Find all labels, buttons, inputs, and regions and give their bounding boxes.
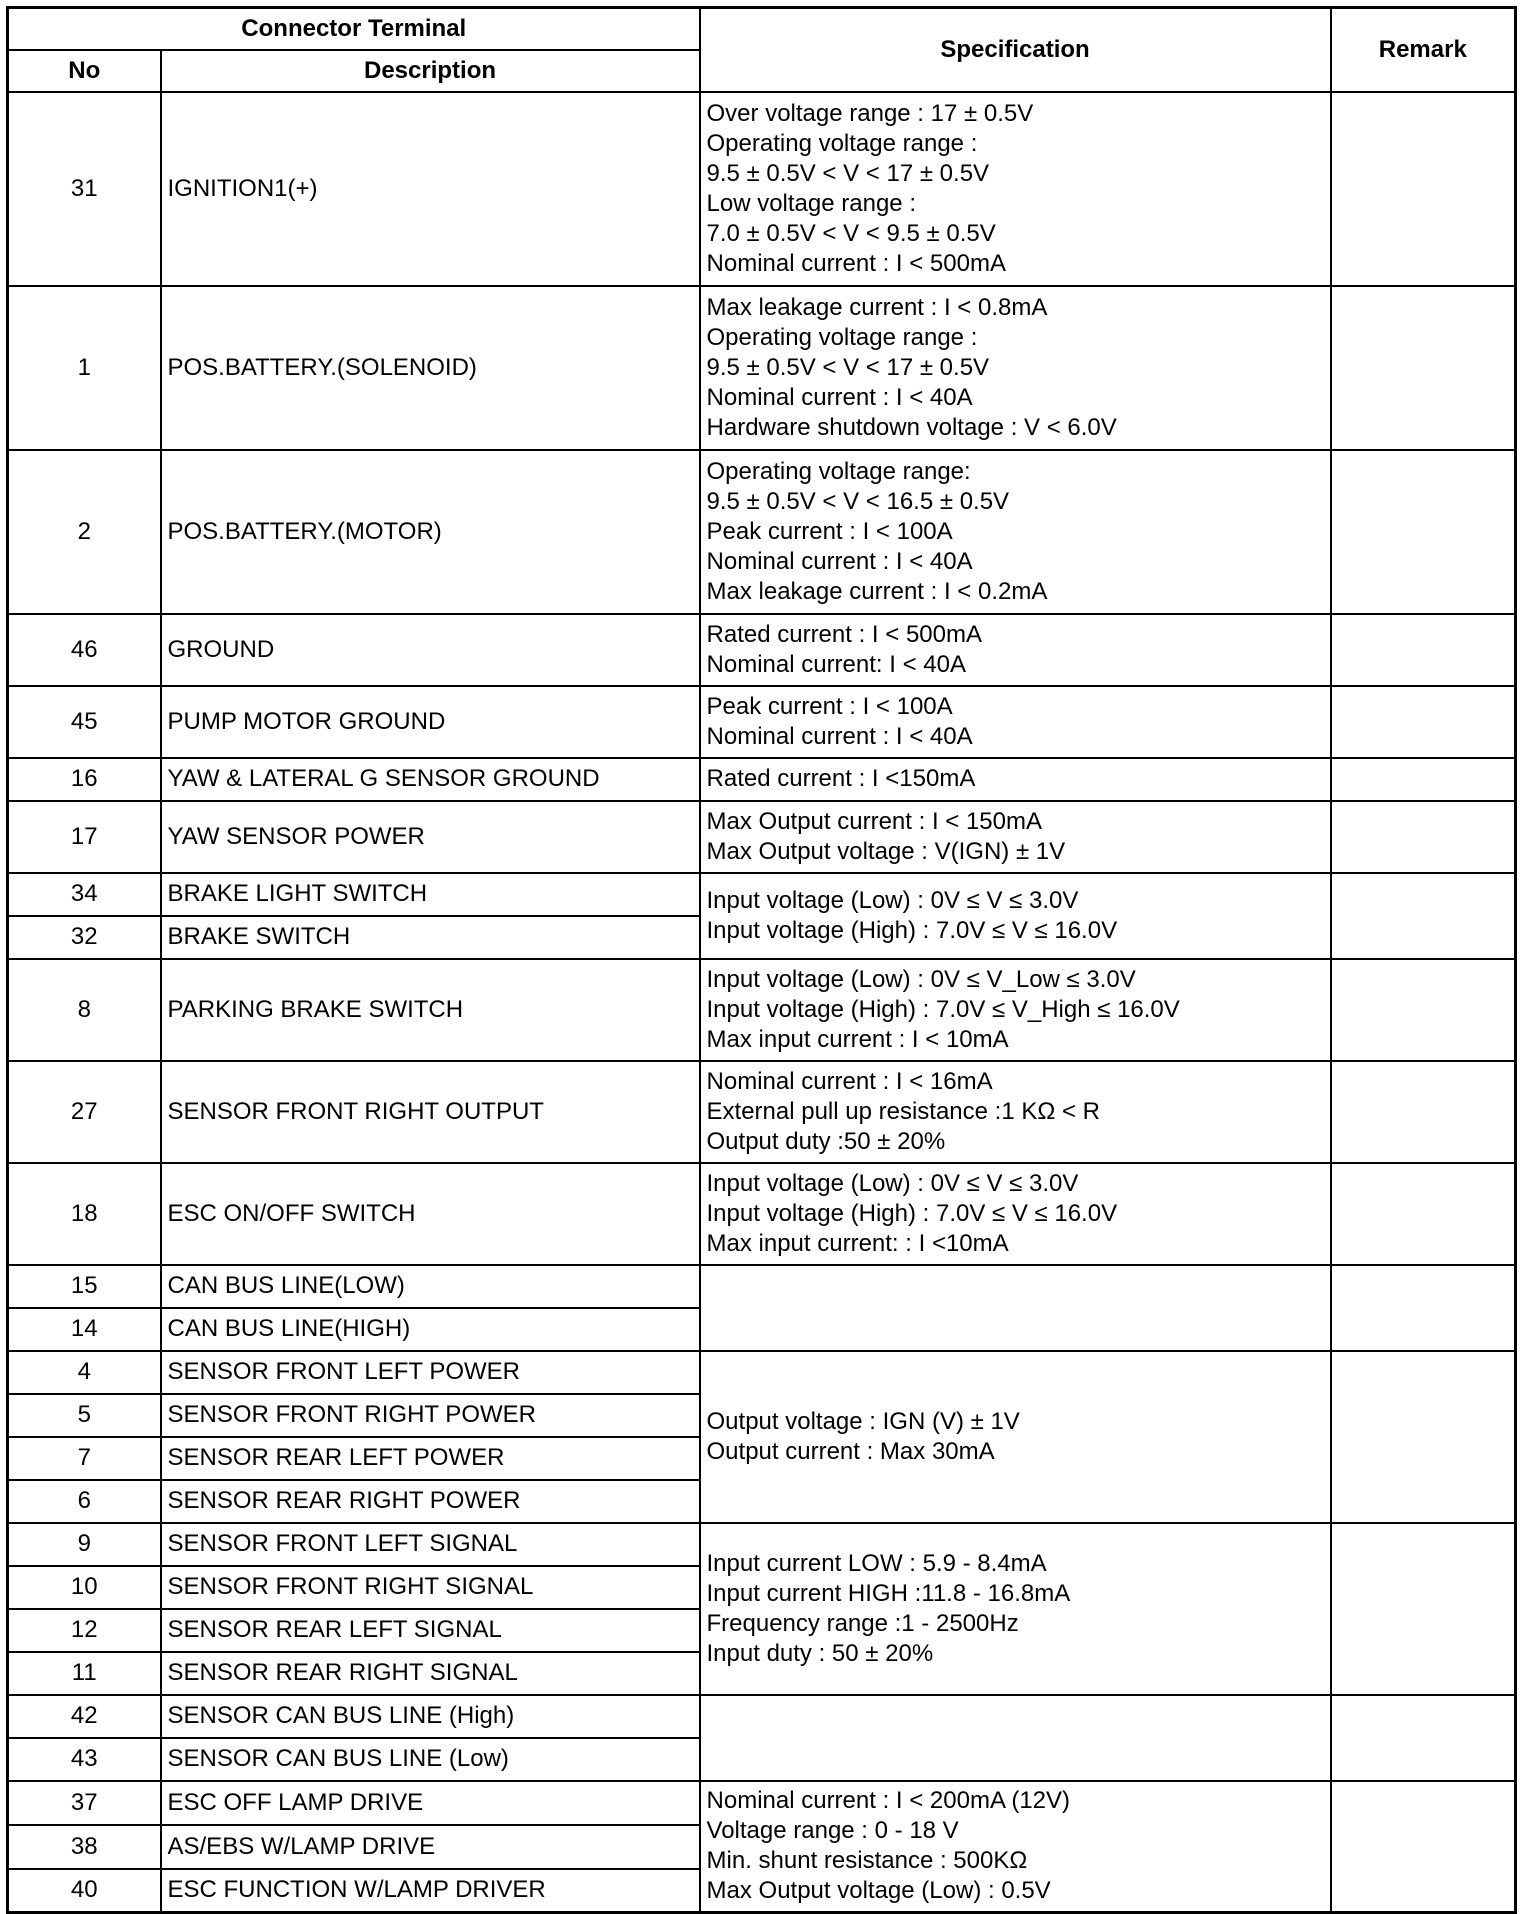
specification-cell <box>700 92 1331 286</box>
remark-cell <box>1331 1523 1516 1695</box>
terminal-description: SENSOR FRONT LEFT POWER <box>161 1351 700 1394</box>
terminal-description: BRAKE LIGHT SWITCH <box>161 873 700 916</box>
spec-line: Low voltage range : <box>706 189 916 217</box>
spec-line: Input voltage (Low) : 0V ≤ V ≤ 3.0V <box>706 1169 1079 1197</box>
terminal-no: 40 <box>8 1869 161 1913</box>
terminal-description: POS.BATTERY.(SOLENOID) <box>161 286 700 450</box>
table-row <box>8 686 1516 758</box>
spec-line: Nominal current : I < 16mA <box>706 1067 993 1095</box>
terminal-no: 31 <box>8 92 161 286</box>
specification-cell <box>700 1781 1331 1913</box>
terminal-description: SENSOR REAR LEFT POWER <box>161 1437 700 1480</box>
terminal-description: SENSOR FRONT LEFT SIGNAL <box>161 1523 700 1566</box>
terminal-no: 27 <box>8 1061 161 1163</box>
specification-cell <box>700 614 1331 686</box>
specification-cell <box>700 801 1331 873</box>
terminal-description: PUMP MOTOR GROUND <box>161 686 700 758</box>
terminal-no: 32 <box>8 916 161 959</box>
spec-line: Input current LOW : 5.9 - 8.4mA <box>706 1549 1047 1577</box>
terminal-no: 10 <box>8 1566 161 1609</box>
terminal-description: IGNITION1(+) <box>161 92 700 286</box>
terminal-no: 15 <box>8 1265 161 1308</box>
remark-cell <box>1331 1781 1516 1913</box>
spec-line: Output duty :50 ± 20% <box>706 1127 946 1155</box>
terminal-description: ESC ON/OFF SWITCH <box>161 1163 700 1265</box>
remark-cell <box>1331 92 1516 286</box>
terminal-no: 14 <box>8 1308 161 1351</box>
terminal-no: 1 <box>8 286 161 450</box>
remark-cell <box>1331 1695 1516 1781</box>
terminal-no: 46 <box>8 614 161 686</box>
spec-line: Operating voltage range: <box>706 457 971 485</box>
terminal-no: 42 <box>8 1695 161 1738</box>
header-no: No <box>8 50 161 92</box>
spec-line: Max input current : I < 10mA <box>706 1025 1009 1053</box>
remark-cell <box>1331 1163 1516 1265</box>
specification-cell <box>700 1163 1331 1265</box>
spec-line: Rated current : I <150mA <box>706 765 976 792</box>
remark-cell <box>1331 1265 1516 1351</box>
terminal-no: 38 <box>8 1825 161 1869</box>
spec-line: Nominal current : I < 40A <box>706 383 973 411</box>
spec-line: Max Output voltage : V(IGN) ± 1V <box>706 837 1066 865</box>
remark-cell <box>1331 801 1516 873</box>
remark-cell <box>1331 758 1516 801</box>
specification-cell <box>700 1351 1331 1523</box>
terminal-description: BRAKE SWITCH <box>161 916 700 959</box>
spec-line: Min. shunt resistance : 500KΩ <box>706 1847 1028 1875</box>
terminal-description: SENSOR REAR LEFT SIGNAL <box>161 1609 700 1652</box>
terminal-description: SENSOR FRONT RIGHT SIGNAL <box>161 1566 700 1609</box>
spec-line: Operating voltage range : <box>706 129 978 157</box>
terminal-no: 43 <box>8 1738 161 1781</box>
table-row <box>8 758 1516 801</box>
terminal-no: 18 <box>8 1163 161 1265</box>
terminal-description: SENSOR CAN BUS LINE (Low) <box>161 1738 700 1781</box>
terminal-description: YAW & LATERAL G SENSOR GROUND <box>161 758 700 801</box>
terminal-description: CAN BUS LINE(LOW) <box>161 1265 700 1308</box>
spec-line: 9.5 ± 0.5V < V < 17 ± 0.5V <box>706 353 990 381</box>
spec-line: 7.0 ± 0.5V < V < 9.5 ± 0.5V <box>706 219 996 247</box>
specification-cell <box>700 873 1331 959</box>
spec-line: 9.5 ± 0.5V < V < 16.5 ± 0.5V <box>706 487 1010 515</box>
terminal-no: 6 <box>8 1480 161 1523</box>
specification-cell <box>700 286 1331 450</box>
table-row <box>8 801 1516 873</box>
table-row <box>8 1163 1516 1265</box>
terminal-description: CAN BUS LINE(HIGH) <box>161 1308 700 1351</box>
terminal-description: SENSOR REAR RIGHT POWER <box>161 1480 700 1523</box>
terminal-description: ESC FUNCTION W/LAMP DRIVER <box>161 1869 700 1913</box>
spec-line: Input voltage (High) : 7.0V ≤ V_High ≤ 16.0V <box>706 995 1180 1023</box>
terminal-no: 16 <box>8 758 161 801</box>
spec-line: Max leakage current : I < 0.2mA <box>706 577 1048 605</box>
table-row <box>8 450 1516 614</box>
terminal-no: 9 <box>8 1523 161 1566</box>
terminal-description: SENSOR FRONT RIGHT POWER <box>161 1394 700 1437</box>
spec-line: Input voltage (High) : 7.0V ≤ V ≤ 16.0V <box>706 1199 1118 1227</box>
spec-line: Input current HIGH :11.8 - 16.8mA <box>706 1579 1071 1607</box>
spec-line: Rated current : I < 500mA <box>706 620 982 648</box>
header-connector-terminal: Connector Terminal <box>8 8 700 50</box>
spec-line: Peak current : I < 100A <box>706 517 953 545</box>
spec-line: Over voltage range : 17 ± 0.5V <box>706 99 1034 127</box>
table-row <box>8 1523 1516 1566</box>
spec-line: Max Output voltage (Low) : 0.5V <box>706 1877 1051 1905</box>
remark-cell <box>1331 1351 1516 1523</box>
table-row <box>8 614 1516 686</box>
remark-cell <box>1331 450 1516 614</box>
spec-line: Max leakage current : I < 0.8mA <box>706 293 1048 321</box>
remark-cell <box>1331 614 1516 686</box>
spec-line: Input duty : 50 ± 20% <box>706 1639 934 1667</box>
table-row <box>8 1781 1516 1825</box>
terminal-no: 2 <box>8 450 161 614</box>
remark-cell <box>1331 873 1516 959</box>
header-remark: Remark <box>1331 8 1516 92</box>
terminal-description: SENSOR REAR RIGHT SIGNAL <box>161 1652 700 1695</box>
spec-line: Input voltage (High) : 7.0V ≤ V ≤ 16.0V <box>706 916 1118 944</box>
spec-line: Nominal current: I < 40A <box>706 650 966 678</box>
spec-line: Max Output current : I < 150mA <box>706 807 1042 835</box>
terminal-description: YAW SENSOR POWER <box>161 801 700 873</box>
spec-line: Nominal current : I < 40A <box>706 722 973 750</box>
terminal-no: 45 <box>8 686 161 758</box>
terminal-no: 12 <box>8 1609 161 1652</box>
terminal-no: 17 <box>8 801 161 873</box>
table-row <box>8 873 1516 916</box>
spec-line: Nominal current : I < 500mA <box>706 249 1006 277</box>
table-row <box>8 92 1516 286</box>
terminal-no: 8 <box>8 959 161 1061</box>
spec-line: Peak current : I < 100A <box>706 692 953 720</box>
table-row <box>8 1265 1516 1308</box>
remark-cell <box>1331 959 1516 1061</box>
terminal-description: SENSOR CAN BUS LINE (High) <box>161 1695 700 1738</box>
specification-cell <box>700 1061 1331 1163</box>
remark-cell <box>1331 686 1516 758</box>
specification-cell <box>700 450 1331 614</box>
terminal-description: PARKING BRAKE SWITCH <box>161 959 700 1061</box>
remark-cell <box>1331 286 1516 450</box>
spec-line: Output current : Max 30mA <box>706 1437 995 1465</box>
specification-cell <box>700 1265 1331 1351</box>
spec-line: Operating voltage range : <box>706 323 978 351</box>
spec-line: Input voltage (Low) : 0V ≤ V_Low ≤ 3.0V <box>706 965 1136 993</box>
remark-cell <box>1331 1061 1516 1163</box>
spec-line: Nominal current : I < 40A <box>706 547 973 575</box>
spec-line: Output voltage : IGN (V) ± 1V <box>706 1407 1020 1435</box>
terminal-description: ESC OFF LAMP DRIVE <box>161 1781 700 1825</box>
header-description: Description <box>161 50 700 92</box>
specification-cell <box>700 1523 1331 1695</box>
terminal-no: 7 <box>8 1437 161 1480</box>
terminal-no: 5 <box>8 1394 161 1437</box>
table-row <box>8 959 1516 1061</box>
specification-cell <box>700 1695 1331 1781</box>
specification-cell <box>700 758 1331 801</box>
connector-spec-table <box>6 6 1517 1914</box>
spec-line: External pull up resistance :1 KΩ < R <box>706 1097 1100 1125</box>
header-specification: Specification <box>700 8 1331 92</box>
terminal-description: AS/EBS W/LAMP DRIVE <box>161 1825 700 1869</box>
terminal-description: POS.BATTERY.(MOTOR) <box>161 450 700 614</box>
spec-line: Max input current: : I <10mA <box>706 1229 1009 1257</box>
terminal-no: 11 <box>8 1652 161 1695</box>
specification-cell <box>700 686 1331 758</box>
table-row <box>8 286 1516 450</box>
table-row <box>8 1061 1516 1163</box>
specification-cell <box>700 959 1331 1061</box>
spec-line: Nominal current : I < 200mA (12V) <box>706 1787 1071 1815</box>
terminal-no: 4 <box>8 1351 161 1394</box>
table-row <box>8 1695 1516 1738</box>
terminal-description: GROUND <box>161 614 700 686</box>
terminal-description: SENSOR FRONT RIGHT OUTPUT <box>161 1061 700 1163</box>
spec-line: Hardware shutdown voltage : V < 6.0V <box>706 413 1117 441</box>
spec-line: 9.5 ± 0.5V < V < 17 ± 0.5V <box>706 159 990 187</box>
terminal-no: 37 <box>8 1781 161 1825</box>
spec-line: Input voltage (Low) : 0V ≤ V ≤ 3.0V <box>706 886 1079 914</box>
table-row <box>8 1351 1516 1394</box>
spec-line: Voltage range : 0 - 18 V <box>706 1817 959 1845</box>
terminal-no: 34 <box>8 873 161 916</box>
spec-line: Frequency range :1 - 2500Hz <box>706 1609 1019 1637</box>
